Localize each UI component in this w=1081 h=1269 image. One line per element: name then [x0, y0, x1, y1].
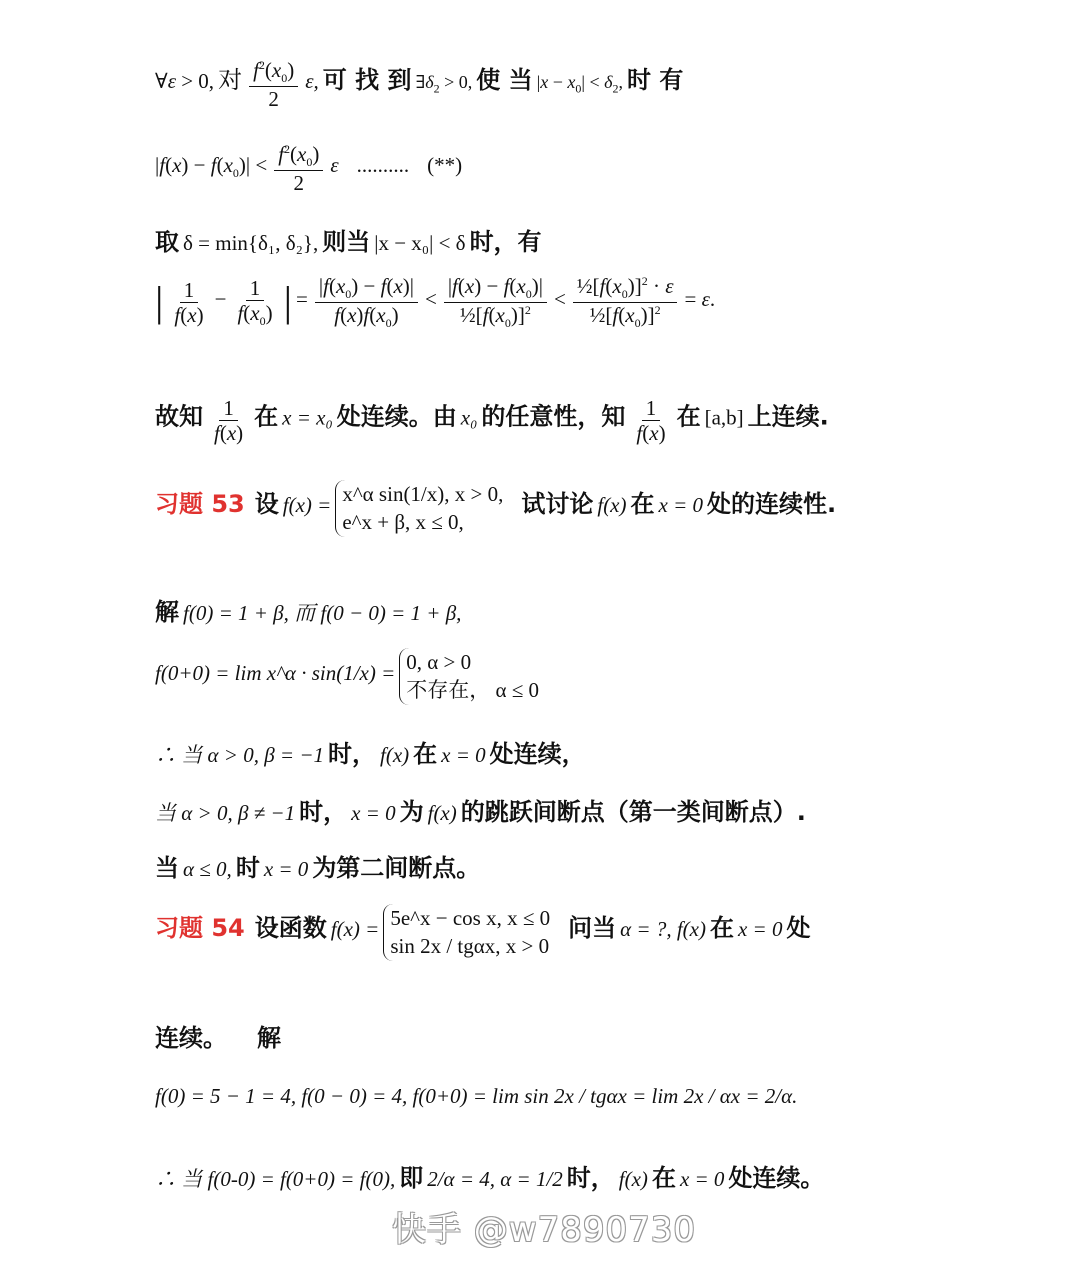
text-shidang: 使 当 [476, 66, 533, 95]
line-inequality-star: $|f(x) - f(x_0)|$ < $\frac{f^2(x_0)}{2}$ ε .......... (**) [155, 142, 463, 195]
solution-53-line-2: f(0+0) = lim x^α · sin(1/x) = 0, α > 0 不存在， α ≤ 0 [155, 648, 1061, 705]
piecewise-limit-53: 0, α > 0 不存在， α ≤ 0 [399, 648, 539, 705]
piecewise-definition-53: x^α sin(1/x), x > 0, e^x + β, x ≤ 0, [335, 480, 503, 537]
solution-53-line-4: 当 α > 0, β ≠ −1 时， x = 0 为 f(x) 的跳跃间断点（第一类间断点）. [155, 798, 806, 826]
solution-54-line-1: f(0) = 5 − 1 = 4, f(0 − 0) = 4, f(0+0) = lim sin 2x / tgαx = lim 2x / αx = 2/α. [155, 1084, 798, 1108]
exercise-53-label: 习题 53 [155, 490, 245, 519]
exercise-53-statement: 习题 53 设 f(x) = x^α sin(1/x), x > 0, e^x + β, x ≤ 0, 试讨论 f(x) 在 x = 0 处的连续性. [155, 480, 1061, 537]
line-take-delta: 取 δ = min{δ₁, δ₂}, 则当 |x − x₀| < δ 时，有 [155, 228, 542, 256]
solution-53-line-1: 解 f(0) = 1 + β, 而 f(0 − 0) = 1 + β, [155, 598, 462, 626]
text-shiyou: 时 有 [627, 66, 684, 95]
exercise-54-statement: 习题 54 设函数 f(x) = 5e^x − cos x, x ≤ 0 sin 2x / tgαx, x > 0 问当 α = ?, f(x) 在 x = 0 处 [155, 904, 1061, 961]
text-find: 可 找 到 [322, 66, 412, 95]
line-conclusion-continuity: 故知 $\frac{1}{f(x)}$ 在 x = x₀ 处连续。由 x₀ 的任意性，知 $\frac{1}{f(x)}$ 在 [a,b] 上连续. [155, 396, 829, 446]
watermark: 快手 @w7890730 [392, 1210, 697, 1250]
solution-53-line-5: 当 α ≤ 0, 时 x = 0 为第二间断点。 [155, 854, 481, 882]
fraction-f2-over-2: $\frac{f^2(x_0)}{2}$ [249, 58, 298, 111]
solution-53-line-3: ∴ 当 α > 0, β = −1 时， f(x) 在 x = 0 处连续， [155, 740, 586, 768]
exercise-54-label: 习题 54 [155, 914, 245, 943]
exercise-54-line-2: 连续。 解 [155, 1024, 281, 1052]
line-reciprocal-estimate: | $\frac{1}{f(x)}$ − $\frac{1}{f(x_0)}$ | = $\frac{|f(x_0) - f(x)|}{f(x)f(x_0)}$ < $\frac{|f(x) - f(x_0)|}{\frac{1}{2}[f(x_0)]^2}$ < $\frac{\frac{1}{2}[f(x_0)]^2 \cdot \varepsilon}{\frac{1}{2}[f(x_0)]^2}$ = ε. [155, 274, 716, 331]
piecewise-definition-54: 5e^x − cos x, x ≤ 0 sin 2x / tgαx, x > 0 [383, 904, 550, 961]
line-epsilon-condition: ∀ε > 0, 对 $\frac{f^2(x_0)}{2}$ ε, 可 找 到 $\exists\delta_2 > 0$, 使 当 $|x - x_0| < \delta_2$, 时 有 [155, 58, 684, 111]
solution-54-line-2: ∴ 当 f(0-0) = f(0+0) = f(0), 即 2/α = 4, α = 1/2 时， f(x) 在 x = 0 处连续。 [155, 1164, 825, 1192]
text-dui: 对 [218, 66, 243, 95]
